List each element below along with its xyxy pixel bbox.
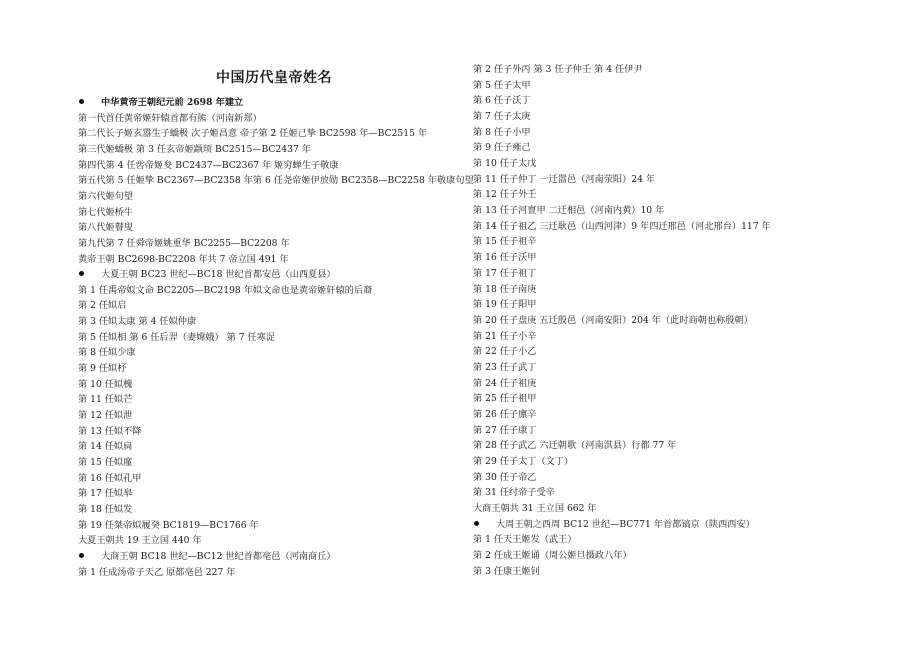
text-line: 第九代第 7 任舜帝姬姚重华 BC2255—BC2208 年 (78, 237, 290, 249)
text-line: 第 29 任子太丁（文丁） (473, 456, 574, 467)
text-line: 第 3 任姒太康 第 4 任姒仲康 (78, 316, 197, 328)
text-line: 第 1 任天王姬发（武王） (473, 534, 577, 546)
text-line: 第 18 任姒发 (78, 503, 133, 515)
bullet-icon (79, 99, 84, 104)
text-line: 第 9 任子雍己 (473, 142, 531, 154)
section-heading-text: 中华黄帝王朝纪元前 2698 年建立 (101, 97, 244, 108)
text-line: 第 9 任姒杼 (78, 363, 127, 375)
text-line: 第 8 任子小甲 (473, 126, 531, 138)
text-line: 第 24 任子祖庚 (473, 377, 537, 389)
bullet-icon (79, 271, 84, 276)
text-line: 第 21 任子小辛 (473, 330, 537, 342)
text-line: 第 14 任子祖乙 三迁耿邑（山西河津）9 年四迁邢邑（河北邢台）117 年 (473, 220, 771, 232)
text-line: 第 26 任子廪辛 (473, 408, 537, 420)
text-line: 第 30 任子帝乙 (473, 471, 537, 483)
text-line: 第七代姬桥牛 (78, 206, 134, 218)
text-line: 第 17 任子祖丁 (473, 267, 537, 279)
bullet-icon (79, 553, 84, 558)
section-heading-text: 大周王朝之西周 BC12 世纪—BC771 年首都镐京（陕西西安） (496, 518, 755, 530)
text-line: 第 1 任禹帝姒文命 BC2205—BC2198 年姒文命也是黄帝姬轩辕的后裔 (78, 284, 373, 296)
document-title: 中国历代皇帝姓名 (216, 70, 332, 86)
text-line: 第 20 任子盘庚 五迁殷邑（河南安阳）204 年（此时商朝也称殷朝） (473, 314, 753, 326)
text-line: 第五代第 5 任姬挚 BC2367—BC2358 年第 6 任尧帝姬伊放勋 BC2358—BC2258 年敬康句望 (78, 175, 474, 187)
text-line: 第六代姬句望 (78, 190, 134, 202)
text-line: 第 5 任子太甲 (473, 79, 531, 91)
text-line: 第 31 任纣帝子受辛 (473, 487, 555, 499)
text-line: 第 17 任姒皋 (78, 488, 133, 500)
text-line: 第 13 任子河亶甲 二迁相邑（河南内黄）10 年 (473, 205, 665, 217)
text-line: 大商王朝共 31 王立国 662 年 (473, 503, 597, 515)
text-line: 第 14 任姒扃 (78, 441, 133, 453)
text-line: 大夏王朝共 19 王立国 440 年 (78, 535, 202, 547)
text-line: 第二代长子姬玄嚣生子蟜极 次子姬昌意 帝子第 2 任姬己挚 BC2598 年—BC2515 年 (78, 128, 428, 140)
text-line: 第 16 任姒孔甲 (78, 472, 142, 484)
text-line: 第 19 任子阳甲 (473, 299, 537, 311)
text-line: 第 1 任成汤帝子天乙 原都亳邑 227 年 (78, 566, 236, 578)
text-line: 第 3 任康王姬钊 (473, 565, 540, 577)
text-line: 第 28 任子武乙 六迁朝歌（河南淇县）行都 77 年 (473, 440, 677, 452)
text-line: 第 6 任子沃丁 (473, 95, 531, 107)
text-line: 第 23 任子武丁 (473, 361, 537, 373)
text-line: 第 10 任子太戊 (473, 158, 537, 170)
text-line: 第三代姬蟜极 第 3 任玄帝姬颛顼 BC2515—BC2437 年 (78, 143, 311, 155)
text-line: 第 18 任子南庚 (473, 283, 537, 295)
text-line: 第 8 任姒少康 (78, 347, 136, 359)
text-line: 第 12 任姒泄 (78, 410, 133, 421)
text-line: 第 11 任姒芒 (78, 394, 133, 406)
text-line: 第 15 任子祖辛 (473, 236, 537, 248)
text-line: 第 25 任子祖甲 (473, 393, 537, 405)
text-line: 第 22 任子小乙 (473, 346, 537, 358)
text-line: 第 5 任姒相 第 6 任后羿（妻嫦娥） 第 7 任寒浞 (78, 331, 276, 343)
text-line: 第四代第 4 任喾帝姬夋 BC2437—BC2367 年 姬穷蝉生子敬康 (78, 159, 339, 171)
text-line: 第 10 任姒槐 (78, 378, 133, 390)
text-line: 第 12 任子外壬 (473, 189, 537, 201)
text-line: 第 13 任姒不降 (78, 425, 142, 437)
text-line: 第 2 任成王姬诵（周公姬旦摄政八年） (473, 550, 632, 562)
text-line: 第 27 任子康丁 (473, 424, 537, 436)
text-line: 第 2 任姒启 (78, 300, 127, 312)
text-line: 第 11 任子仲丁 一迁嚣邑（河南荥阳）24 年 (473, 173, 656, 185)
text-line: 黄帝王朝 BC2698-BC2208 年共 7 帝立国 491 年 (78, 253, 289, 265)
text-line: 第 7 任子太庚 (473, 111, 531, 123)
text-line: 第 16 任子沃甲 (473, 252, 537, 264)
text-line: 第八代姬瞽叟 (78, 222, 134, 234)
text-line: 第 15 任姒廑 (78, 456, 133, 468)
text-line: 第一代首任黄帝姬轩辕首都有熊（河南新郑） (78, 112, 262, 124)
section-heading-text: 大商王朝 BC18 世纪—BC12 世纪首都亳邑（河南商丘） (101, 550, 336, 562)
section-heading-text: 大夏王朝 BC23 世纪—BC18 世纪首都安邑（山西夏县） (101, 269, 336, 281)
bullet-icon (474, 521, 479, 526)
text-line: 第 2 任子外丙 第 3 任子仲壬 第 4 任伊尹 (473, 64, 643, 75)
text-line: 第 19 任桀帝姒履癸 BC1819—BC1766 年 (78, 519, 259, 531)
